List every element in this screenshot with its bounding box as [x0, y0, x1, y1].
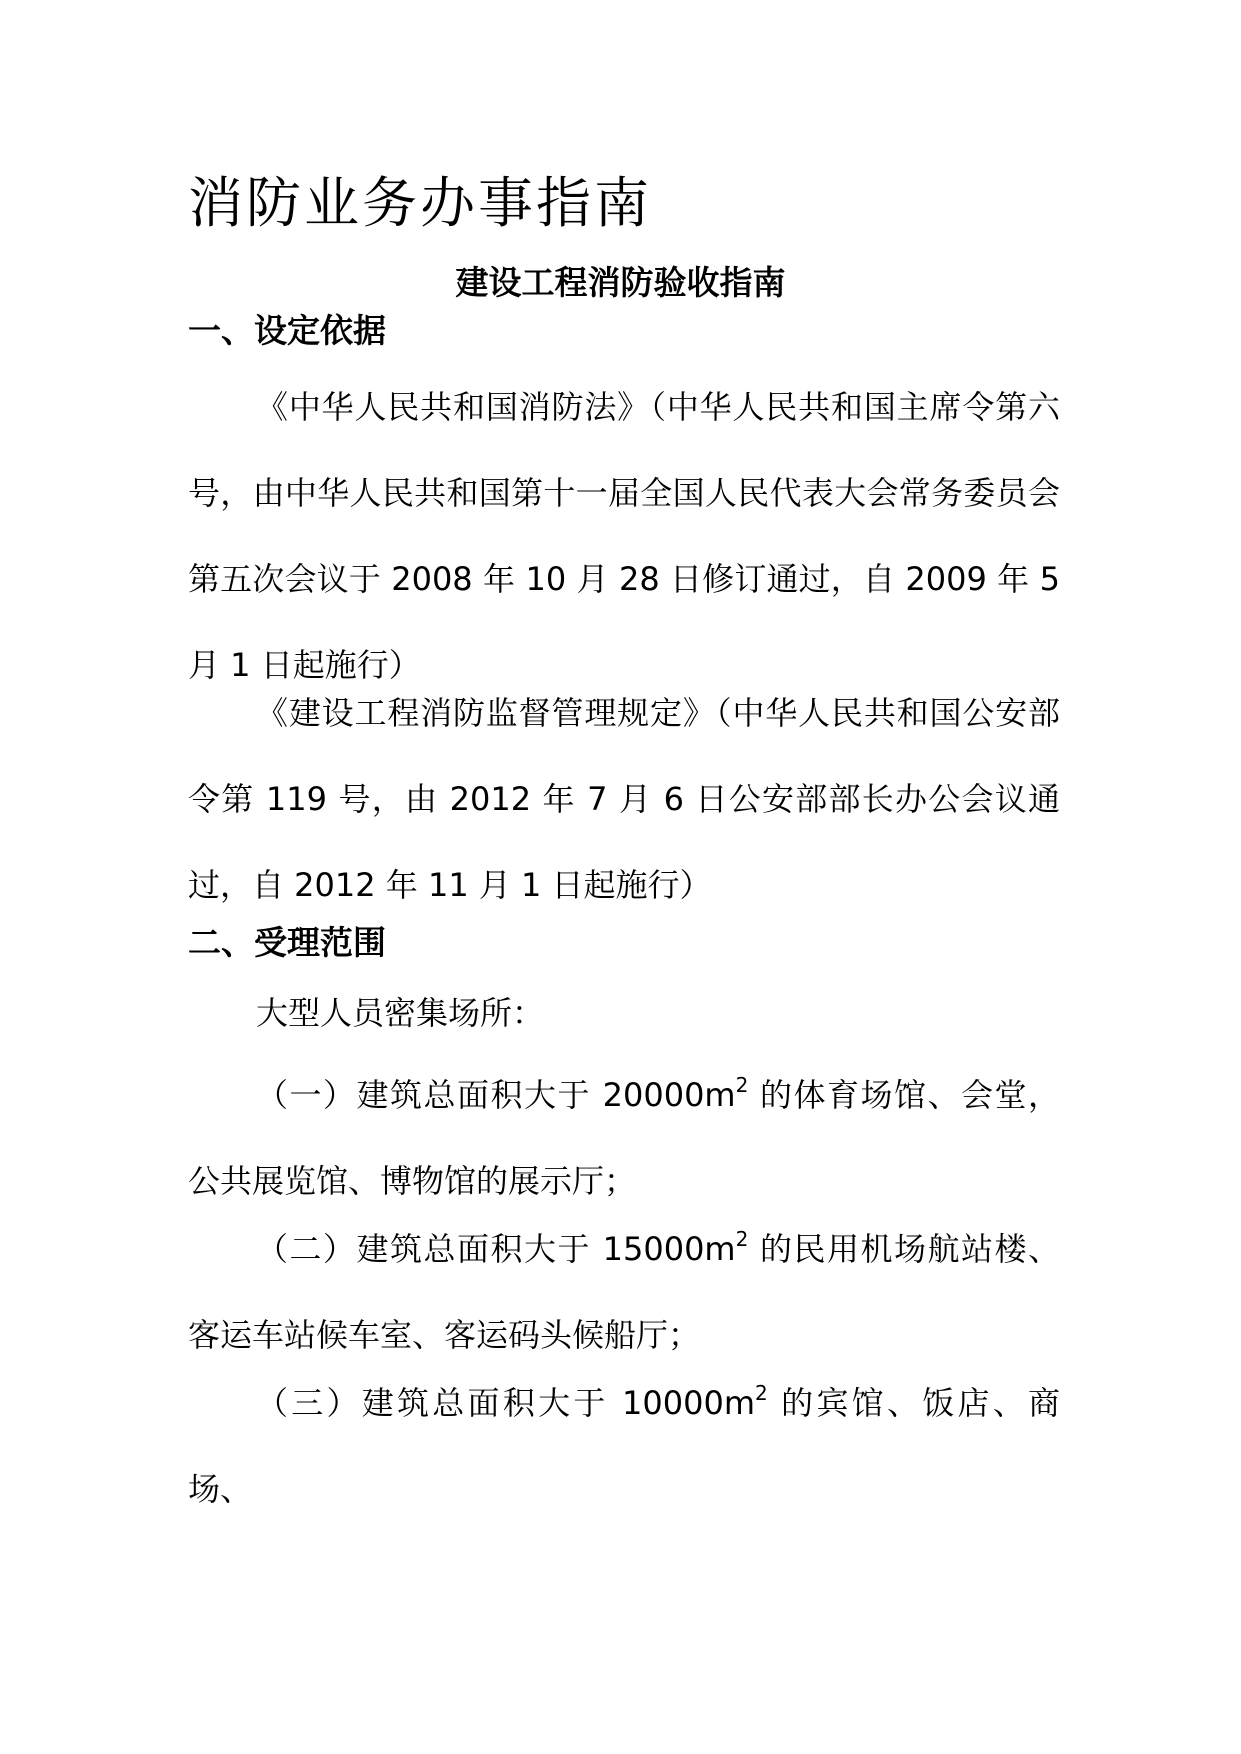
scope-item-2 — [188, 1206, 1060, 1378]
scope-item-3-suffix: 的宾馆、饭店、商场、 — [188, 1384, 1060, 1508]
scope-item-1-sup: 2 — [735, 1073, 749, 1097]
scope-item-2-sup: 2 — [735, 1227, 749, 1251]
scope-item-1-prefix: （一）建筑总面积大于 20000m — [256, 1076, 736, 1114]
section-heading-scope: 二、受理范围 — [188, 923, 386, 962]
subtitle: 建设工程消防验收指南 — [455, 263, 786, 302]
scope-item-1-suffix: 的体育场馆、会堂，公共展览馆、博物馆的展示厅； — [188, 1076, 1060, 1200]
scope-intro: 大型人员密集场所： — [256, 994, 545, 1032]
scope-item-3 — [188, 1360, 1060, 1532]
scope-item-3-sup: 2 — [755, 1381, 768, 1405]
scope-item-2-suffix: 的民用机场航站楼、客运车站候车室、客运码头候船厅； — [188, 1230, 1060, 1354]
main-title: 消防业务办事指南 — [188, 171, 653, 235]
scope-item-3-prefix: （三）建筑总面积大于 10000m — [256, 1384, 755, 1422]
paragraph-fire-law: 《中华人民共和国消防法》（中华人民共和国主席令第六号，由中华人民共和国第十一届全国人民代表大会常务委员会第五次会议于 2008 年 10 月 28 日修订通过，自 2009 年 5 月 1 日起施行） — [188, 388, 1060, 684]
section-heading-basis: 一、设定依据 — [188, 311, 386, 350]
scope-item-2-prefix: （二）建筑总面积大于 15000m — [256, 1230, 736, 1268]
paragraph-supervision-regulation: 《建设工程消防监督管理规定》（中华人民共和国公安部令第 119 号，由 2012 年 7 月 6 日公安部部长办公会议通过，自 2012 年 11 月 1 日起施行） — [188, 694, 1060, 904]
scope-item-1 — [188, 1052, 1060, 1224]
